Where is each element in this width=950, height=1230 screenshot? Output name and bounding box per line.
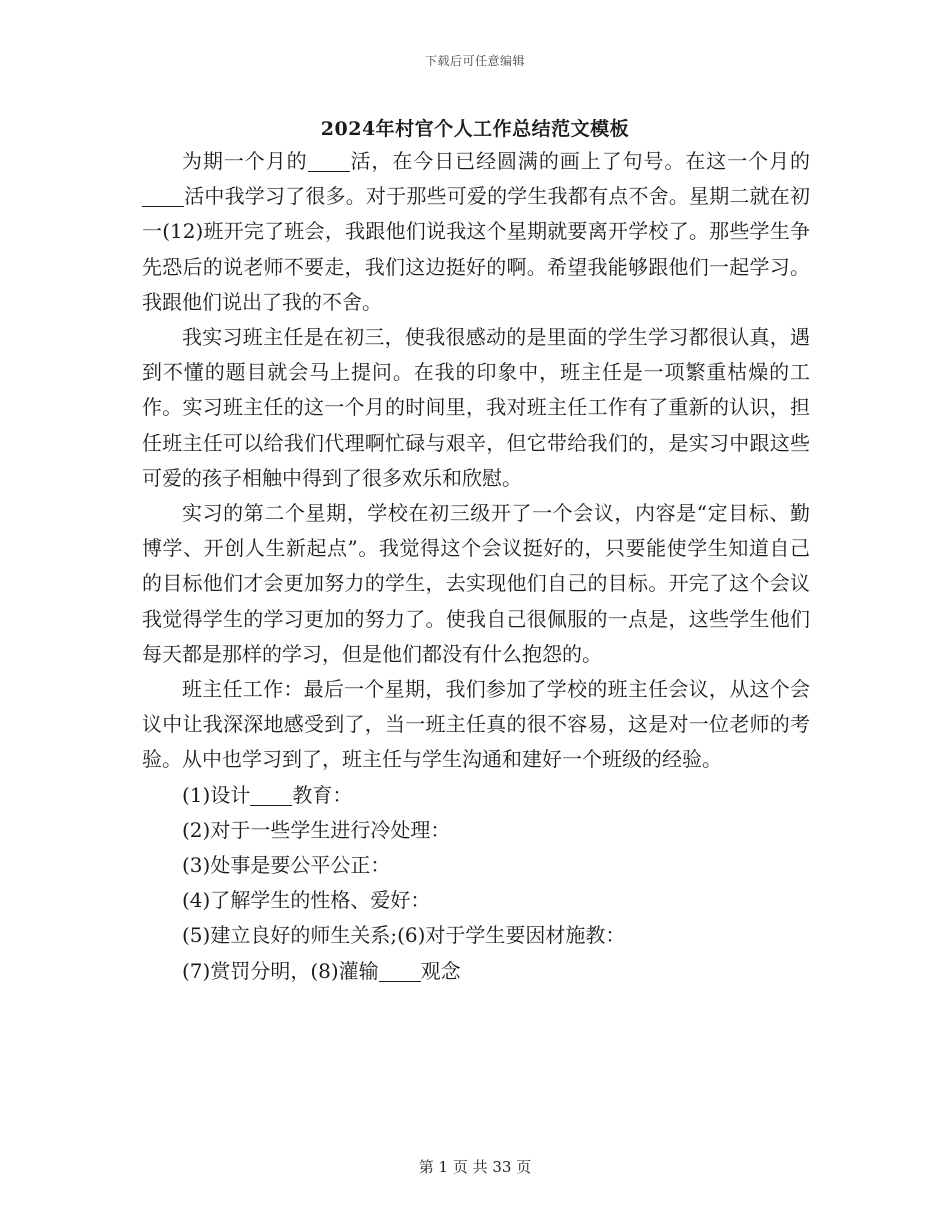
paragraph-1-part-c: 活中我学习了很多。对于那些可爱的学生我都有点不舍。星期二就在初一(12)班开完了班会，我跟他们说我这个星期就要离开学校了。那些学生争先恐后的说老师不要走，我们这边挺好的啊。希望我能够跟他们一起学习。我跟他们说出了我的不舍。 (142, 184, 810, 314)
list-item-2: (2)对于一些学生进行冷处理： (182, 817, 451, 842)
blank-underline (142, 186, 184, 207)
page-header-note: 下载后可任意编辑 (424, 54, 525, 68)
paragraph-3: 实习的第二个星期，学校在初三级开了一个会议，内容是“定目标、勤博学、开创人生新起点”。我觉得这个会议挺好的，只要能使学生知道自己的目标他们才会更加努力的学生，去实现他们自己的目标。开完了这个会议我觉得学生的学习更加的努力了。使我自己很佩服的一点是，这些学生他们每天都是那样的学习，但是他们都没有什么抱怨的。 (142, 501, 810, 666)
document-body (142, 144, 810, 989)
list-item-1 (142, 778, 810, 813)
list-item-1-part-b: 教育： (292, 782, 353, 807)
list-item-4: (4)了解学生的性格、爱好： (182, 888, 431, 913)
document-title: 2024年村官个人工作总结范文模板 (320, 118, 630, 140)
list-item-3: (3)处事是要公平公正： (182, 853, 391, 878)
page-number: 第 1 页 共 33 页 (418, 1158, 532, 1176)
blank-underline (250, 785, 292, 806)
list-item-7-part-a: (7)赏罚分明，(8)灌输 (182, 958, 379, 983)
paragraph-1 (142, 144, 810, 320)
paragraph-1-part-a: 为期一个月的 (182, 149, 308, 173)
list-item-5: (5)建立良好的师生关系;(6)对于学生要因材施教： (182, 923, 626, 948)
paragraph-1-part-b: 活，在今日已经圆满的画上了句号。在这一个月的 (349, 149, 811, 173)
blank-underline (379, 961, 421, 982)
blank-underline (308, 151, 350, 172)
paragraph-4: 班主任工作：最后一个星期，我们参加了学校的班主任会议，从这个会议中让我深深地感受到了，当一班主任真的很不容易，这是对一位老师的考验。从中也学习到了，班主任与学生沟通和建好一个班级的经验。 (142, 677, 810, 772)
list-item-7-part-b: 观念 (420, 958, 461, 983)
list-item-1-part-a: (1)设计 (182, 782, 251, 807)
list-item-7 (142, 954, 810, 989)
paragraph-2: 我实习班主任是在初三，使我很感动的是里面的学生学习都很认真，遇到不懂的题目就会马上提问。在我的印象中，班主任是一项繁重枯燥的工作。实习班主任的这一个月的时间里，我对班主任工作有了重新的认识，担任班主任可以给我们代理啊忙碌与艰辛，但它带给我们的，是实习中跟这些可爱的孩子相触中得到了很多欢乐和欣慰。 (142, 325, 810, 490)
